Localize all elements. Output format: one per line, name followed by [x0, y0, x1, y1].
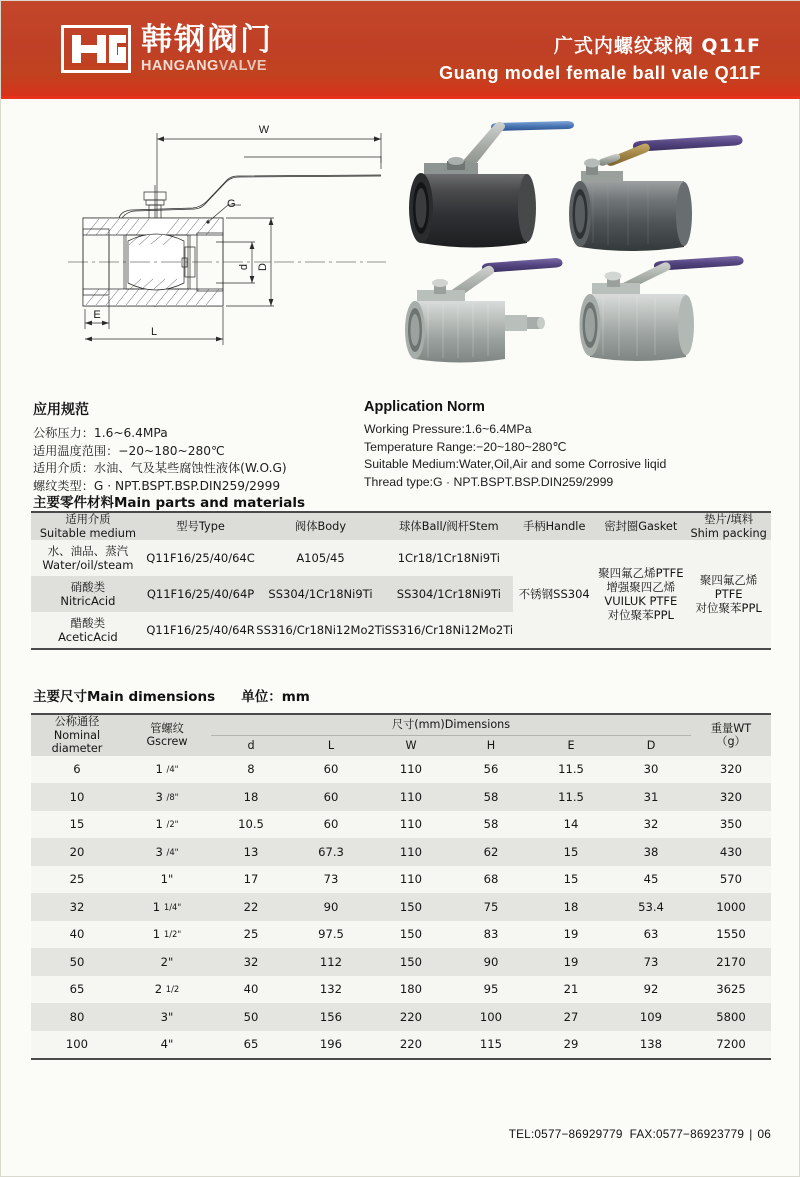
dim-nominal: 65 — [69, 982, 85, 997]
dim-nominal: 80 — [69, 1009, 85, 1024]
dim-d: 32 — [243, 954, 259, 969]
dim-wt: 2170 — [716, 954, 746, 969]
product-title-en: Guang model female ball vale Q11F — [439, 63, 761, 83]
dim-wt: 320 — [719, 762, 743, 777]
dim-D: 63 — [643, 927, 659, 942]
mat-ballstem-2: SS304/1Cr18Ni9Ti — [396, 587, 501, 601]
dimensions-section-title — [33, 685, 310, 705]
dim-H: 90 — [483, 954, 499, 969]
dim-E: 18 — [563, 899, 579, 914]
mat-type-3: Q11F16/25/40/64R — [146, 623, 255, 637]
dim-W: 110 — [399, 762, 423, 777]
dim-E: 29 — [563, 1037, 579, 1052]
dim-col-E: E — [567, 738, 575, 752]
dim-gscrew: 1 1/2" — [152, 927, 182, 942]
mat-ballstem-3: SS316/Cr18Ni12Mo2Ti — [384, 623, 514, 637]
mat-gasket-merged: 聚四氟乙烯PTFE 增强聚四乙烯 VUILUK PTFE 对位聚苯PPL — [595, 540, 686, 649]
dim-W: 220 — [399, 1009, 423, 1024]
norm-cn-line-4: 螺纹类型：G · NPT.BSPT.BSP.DIN259/2999 — [33, 478, 281, 493]
mat-ballstem-1: 1Cr18/1Cr18Ni9Ti — [397, 551, 500, 565]
figure-area — [1, 111, 800, 383]
dim-L: 196 — [319, 1037, 343, 1052]
dim-H: 58 — [483, 817, 499, 832]
dim-E: 19 — [563, 927, 579, 942]
mat-col-gasket: 密封圈Gasket — [604, 519, 678, 533]
dim-gscrew: 3 /4" — [155, 844, 179, 859]
dim-wt: 1000 — [716, 899, 746, 914]
dim-gscrew: 3" — [160, 1009, 174, 1024]
mat-handle-merged: 不锈钢SS304 — [513, 540, 595, 649]
dim-E: 15 — [563, 844, 579, 859]
dimension-label-g: G — [227, 198, 236, 210]
dim-L: 60 — [323, 817, 339, 832]
dim-H: 100 — [479, 1009, 503, 1024]
dim-W: 150 — [399, 899, 423, 914]
dim-D: 32 — [643, 817, 659, 832]
dimension-label-w: W — [258, 124, 270, 136]
dim-wt: 350 — [719, 817, 743, 832]
dim-D: 73 — [643, 954, 659, 969]
mat-col-medium: 适用介质 Suitable medium — [39, 513, 136, 540]
dim-H: 75 — [483, 899, 499, 914]
table-row — [31, 948, 771, 976]
footer-contact — [509, 1127, 771, 1141]
company-name-en — [141, 58, 273, 74]
dim-L: 73 — [323, 872, 339, 887]
dim-d: 10.5 — [238, 817, 264, 832]
dim-d: 18 — [243, 789, 259, 804]
product-photo-2 — [569, 135, 743, 251]
dimensions-table — [31, 713, 771, 1060]
dim-W: 110 — [399, 817, 423, 832]
dimension-label-l: L — [150, 326, 158, 338]
product-title-block — [439, 34, 761, 85]
dim-d: 65 — [243, 1037, 259, 1052]
dim-E: 14 — [563, 817, 579, 832]
company-name-en-primary: HANGANG — [141, 58, 219, 74]
product-photo-1 — [409, 121, 574, 248]
dim-H: 115 — [479, 1037, 503, 1052]
dim-col-weight: 重量WT （g） — [710, 721, 752, 749]
dim-nominal: 50 — [69, 954, 85, 969]
page-header — [1, 1, 800, 99]
dim-wt: 570 — [719, 872, 743, 887]
dim-L: 90 — [323, 899, 339, 914]
mat-type-1: Q11F16/25/40/64C — [146, 551, 255, 565]
dim-W: 150 — [399, 927, 423, 942]
dim-W: 180 — [399, 982, 423, 997]
dim-D: 53.4 — [638, 899, 664, 914]
dim-H: 68 — [483, 872, 499, 887]
dim-L: 67.3 — [318, 844, 344, 859]
hg-monogram-icon — [61, 25, 131, 73]
dim-D: 31 — [643, 789, 659, 804]
materials-table — [31, 511, 771, 650]
mat-body-3: SS316/Cr18Ni12Mo2Ti — [256, 623, 385, 637]
dim-E: 19 — [563, 954, 579, 969]
mat-medium-1: 水、油品、蒸汽 Water/oil/steam — [42, 544, 134, 572]
table-row — [31, 893, 771, 921]
dim-wt: 430 — [719, 844, 743, 859]
dim-nominal: 15 — [69, 817, 85, 832]
dim-gscrew: 1 1/4" — [152, 899, 182, 914]
norm-en-line-1: Working Pressure:1.6~6.4MPa — [364, 422, 532, 436]
dim-D: 38 — [643, 844, 659, 859]
dim-L: 60 — [323, 762, 339, 777]
dim-H: 95 — [483, 982, 499, 997]
dim-D: 138 — [639, 1037, 663, 1052]
dim-d: 50 — [243, 1009, 259, 1024]
mat-type-2: Q11F16/25/40/64P — [146, 587, 255, 601]
dim-gscrew: 2" — [160, 954, 174, 969]
dim-D: 45 — [643, 872, 659, 887]
company-logo — [61, 23, 273, 74]
mat-body-1: A105/45 — [296, 551, 345, 565]
dim-gscrew: 1 /2" — [155, 817, 179, 832]
footer-separator: | — [749, 1127, 753, 1141]
dim-E: 27 — [563, 1009, 579, 1024]
dim-W: 150 — [399, 954, 423, 969]
dim-col-group: 尺寸(mm)Dimensions — [211, 714, 691, 735]
norm-en-line-4: Thread type:G · NPT.BSPT.BSP.DIN259/2999 — [364, 474, 614, 489]
dim-col-d: d — [247, 738, 255, 752]
dim-nominal: 32 — [69, 899, 85, 914]
dim-W: 110 — [399, 844, 423, 859]
dim-gscrew: 2 1/2 — [154, 982, 180, 997]
dim-nominal: 40 — [69, 927, 85, 942]
application-norm-title-cn: 应用规范 — [33, 402, 89, 418]
mat-shim-merged: 聚四氟乙烯PTFE 对位聚苯PPL — [686, 540, 771, 649]
dim-E: 15 — [563, 872, 579, 887]
dim-L: 112 — [319, 954, 343, 969]
dim-d: 17 — [243, 872, 259, 887]
dim-gscrew: 1 /4" — [155, 762, 179, 777]
dimension-label-d-small: d — [238, 263, 250, 271]
valve-cross-section-drawing — [56, 111, 396, 371]
table-row — [31, 866, 771, 894]
table-row — [31, 756, 771, 784]
dimensions-unit-label: 单位：mm — [241, 689, 310, 705]
dim-gscrew: 1" — [160, 872, 174, 887]
page-number: 06 — [757, 1127, 771, 1141]
dimension-label-d-big: D — [257, 263, 269, 271]
norm-en-line-3: Suitable Medium:Water,Oil,Air and some Corrosive liqid — [364, 457, 667, 471]
mat-medium-3: 醋酸类 AceticAcid — [58, 616, 118, 644]
footer-tel: TEL:0577−86929779 — [508, 1127, 623, 1141]
dim-d: 13 — [243, 844, 259, 859]
dim-wt: 1550 — [716, 927, 746, 942]
dim-D: 30 — [643, 762, 659, 777]
dim-col-D: D — [646, 738, 656, 752]
product-photo-group — [393, 113, 793, 371]
materials-section-title: 主要零件材料Main parts and materials — [33, 495, 306, 511]
product-photo-3 — [405, 258, 563, 363]
dim-d: 8 — [247, 762, 255, 777]
mat-col-body: 阀体Body — [294, 519, 347, 533]
dimensions-title-text: 主要尺寸Main dimensions — [33, 689, 216, 705]
table-row — [31, 1003, 771, 1031]
dim-D: 92 — [643, 982, 659, 997]
dim-L: 60 — [323, 789, 339, 804]
mat-col-type: 型号Type — [176, 519, 225, 533]
dim-H: 58 — [483, 789, 499, 804]
dim-nominal: 10 — [69, 789, 85, 804]
dim-wt: 5800 — [716, 1009, 746, 1024]
dim-D: 109 — [639, 1009, 663, 1024]
dim-col-gscrew: 管螺纹 Gscrew — [146, 721, 188, 749]
norm-en-line-2: Temperature Range:−20~180~280℃ — [364, 439, 567, 454]
dim-col-nominal: 公称通径 Nominal diameter — [51, 715, 103, 755]
dim-E: 21 — [563, 982, 579, 997]
dimension-label-e: E — [93, 309, 101, 321]
dim-W: 220 — [399, 1037, 423, 1052]
dim-L: 132 — [319, 982, 343, 997]
mat-body-2: SS304/1Cr18Ni9Ti — [268, 587, 373, 601]
dim-wt: 320 — [719, 789, 743, 804]
dim-H: 83 — [483, 927, 499, 942]
dim-d: 40 — [243, 982, 259, 997]
dim-nominal: 6 — [73, 762, 81, 777]
table-row — [31, 540, 771, 576]
company-name-cn: 韩钢阀门 — [141, 22, 273, 58]
dim-gscrew: 3 /8" — [155, 789, 179, 804]
dim-H: 62 — [483, 844, 499, 859]
dim-W: 110 — [399, 872, 423, 887]
product-title-cn: 广式内螺纹球阀 Q11F — [553, 35, 761, 57]
mat-col-shim: 垫片/填料 Shim packing — [690, 513, 767, 540]
dim-gscrew: 4" — [160, 1037, 174, 1052]
dim-col-H: H — [486, 738, 496, 752]
dim-L: 156 — [319, 1009, 343, 1024]
norm-cn-line-2: 适用温度范围：−20~180~280℃ — [33, 443, 225, 458]
mat-medium-2: 硝酸类 NitricAcid — [60, 580, 116, 608]
table-row — [31, 811, 771, 839]
table-row — [31, 783, 771, 811]
dim-col-W: W — [405, 738, 417, 752]
table-row — [31, 838, 771, 866]
mat-col-ball-stem: 球体Ball/阀杆Stem — [399, 519, 499, 533]
dim-d: 25 — [243, 927, 259, 942]
norm-cn-line-3: 适用介质：水油、气及某些腐蚀性液体(W.O.G) — [33, 461, 287, 475]
table-row — [31, 1031, 771, 1060]
dim-H: 56 — [483, 762, 499, 777]
dim-nominal: 25 — [69, 872, 85, 887]
dim-col-L: L — [327, 738, 335, 752]
product-photo-4 — [580, 256, 744, 361]
application-norm-en — [364, 399, 784, 491]
application-norm-cn — [33, 399, 363, 495]
dim-nominal: 20 — [69, 844, 85, 859]
dim-W: 110 — [399, 789, 423, 804]
dim-nominal: 100 — [65, 1037, 89, 1052]
dim-E: 11.5 — [558, 789, 584, 804]
dim-wt: 7200 — [716, 1037, 746, 1052]
mat-col-handle: 手柄Handle — [522, 519, 586, 533]
footer-fax: FAX:0577−86923779 — [629, 1127, 745, 1141]
dim-wt: 3625 — [716, 982, 746, 997]
norm-cn-line-1: 公称压力：1.6~6.4MPa — [33, 426, 168, 440]
table-row — [31, 921, 771, 949]
table-row — [31, 976, 771, 1004]
company-name-en-secondary: VALVE — [218, 58, 267, 74]
dim-E: 11.5 — [558, 762, 584, 777]
dim-d: 22 — [243, 899, 259, 914]
dim-L: 97.5 — [318, 927, 344, 942]
application-norm-title-en: Application Norm — [364, 399, 485, 415]
